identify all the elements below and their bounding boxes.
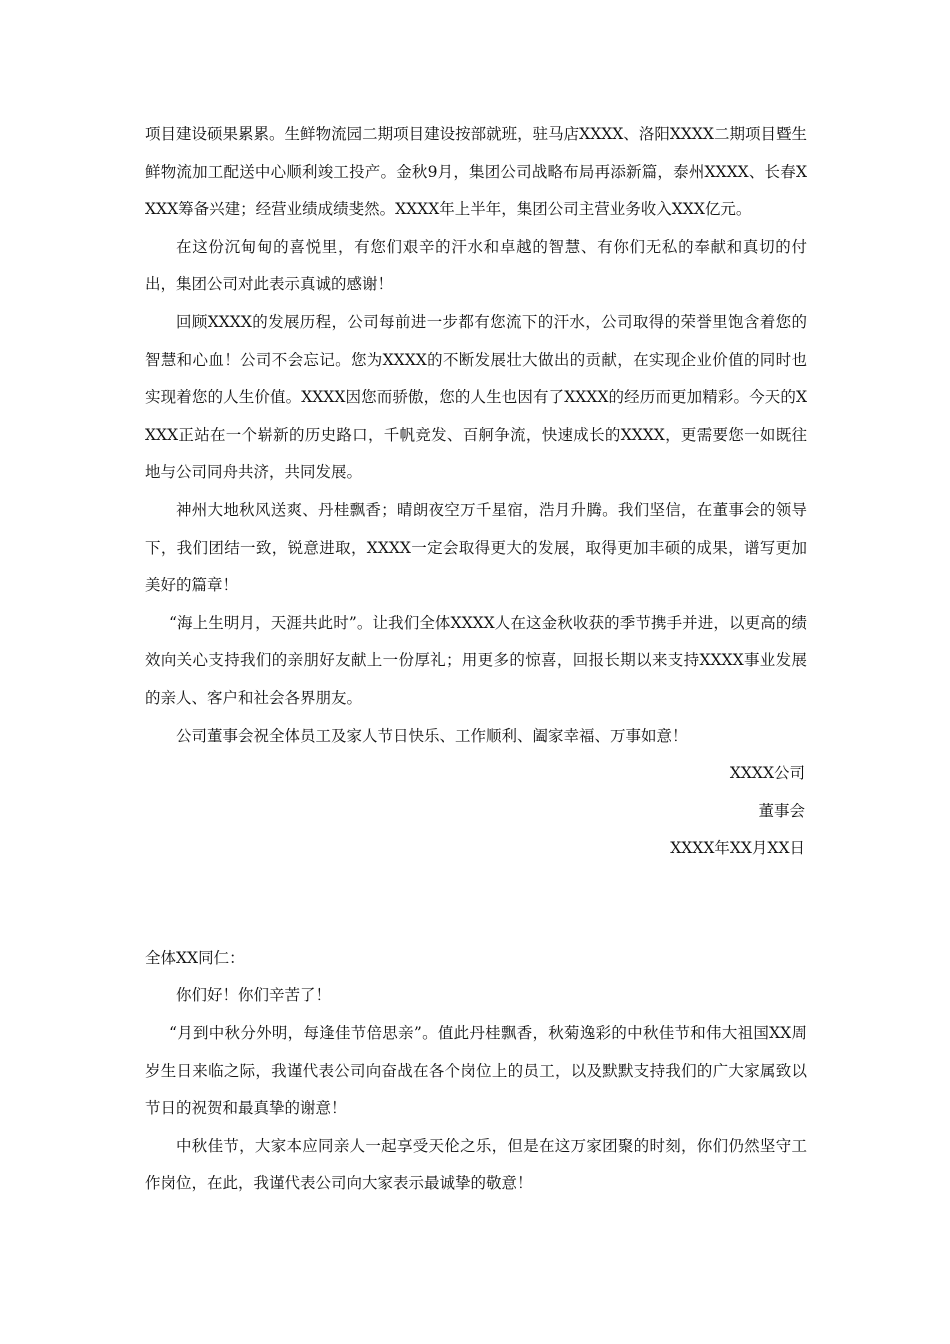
letter2-paragraph-1: 你们好！你们辛苦了！ [176, 986, 332, 1005]
document-page [145, 116, 807, 1203]
letter1-paragraph-5: “海上生明月，天涯共此时”。让我们全体XXXX人在这金秋收获的季节携手并进，以更高的绩效向关心支持我们的亲朋好友献上一份厚礼；用更多的惊喜，回报长期以来支持XXXX事业发展的亲人、客户和社会各界朋友。 [145, 613, 807, 707]
letter1-paragraph-3: 回顾XXXX的发展历程，公司每前进一步都有您流下的汗水，公司取得的荣誉里饱含着您的智慧和心血！公司不会忘记。您为XXXX的不断发展壮大做出的贡献，在实现企业价值的同时也实现着您的人生价值。XXXX因您而骄傲，您的人生也因有了XXXX的经历而更加精彩。今天的XXXX正站在一个崭新的历史路口，千帆竞发、百舸争流，快速成长的XXXX，更需要您一如既往地与公司同舟共济，共同发展。 [145, 312, 807, 482]
letter2-paragraph-3: 中秋佳节，大家本应同亲人一起享受天伦之乐，但是在这万家团聚的时刻，你们仍然坚守工作岗位，在此，我谨代表公司向大家表示最诚挚的敬意！ [145, 1136, 807, 1193]
signature-board: 董事会 [758, 801, 805, 820]
letter1-paragraph-2: 在这份沉甸甸的喜悦里，有您们艰辛的汗水和卓越的智慧、有你们无私的奉献和真切的付出，集团公司对此表示真诚的感谢！ [145, 237, 807, 294]
letter2-paragraph-2: “月到中秋分外明，每逢佳节倍思亲”。值此丹桂飘香，秋菊逸彩的中秋佳节和伟大祖国XX周岁生日来临之际，我谨代表公司向奋战在各个岗位上的员工，以及默默支持我们的广大家属致以节日的祝贺和最真挚的谢意！ [145, 1024, 807, 1118]
letter1-paragraph-4: 神州大地秋风送爽、丹桂飘香；晴朗夜空万千星宿，浩月升腾。我们坚信，在董事会的领导下，我们团结一致，锐意进取，XXXX一定会取得更大的发展，取得更加丰硕的成果，谱写更加美好的篇章！ [145, 500, 807, 595]
letter2-salutation: 全体XX同仁： [145, 948, 245, 967]
letter1-paragraph-1: 项目建设硕果累累。生鲜物流园二期项目建设按部就班，驻马店XXXX、洛阳XXXX二期项目暨生鲜物流加工配送中心顺利竣工投产。金秋9月，集团公司战略布局再添新篇，泰州XXXX、长春XXXX筹备兴建；经营业绩成绩斐然。XXXX年上半年，集团公司主营业务收入XXX亿元。 [145, 125, 807, 219]
letter1-paragraph-6: 公司董事会祝全体员工及家人节日快乐、工作顺利、阖家幸福、万事如意！ [176, 726, 688, 745]
section-gap [145, 868, 807, 940]
signature-date: XXXX年XX月XX日 [670, 839, 805, 858]
signature-company: XXXX公司 [729, 764, 805, 783]
